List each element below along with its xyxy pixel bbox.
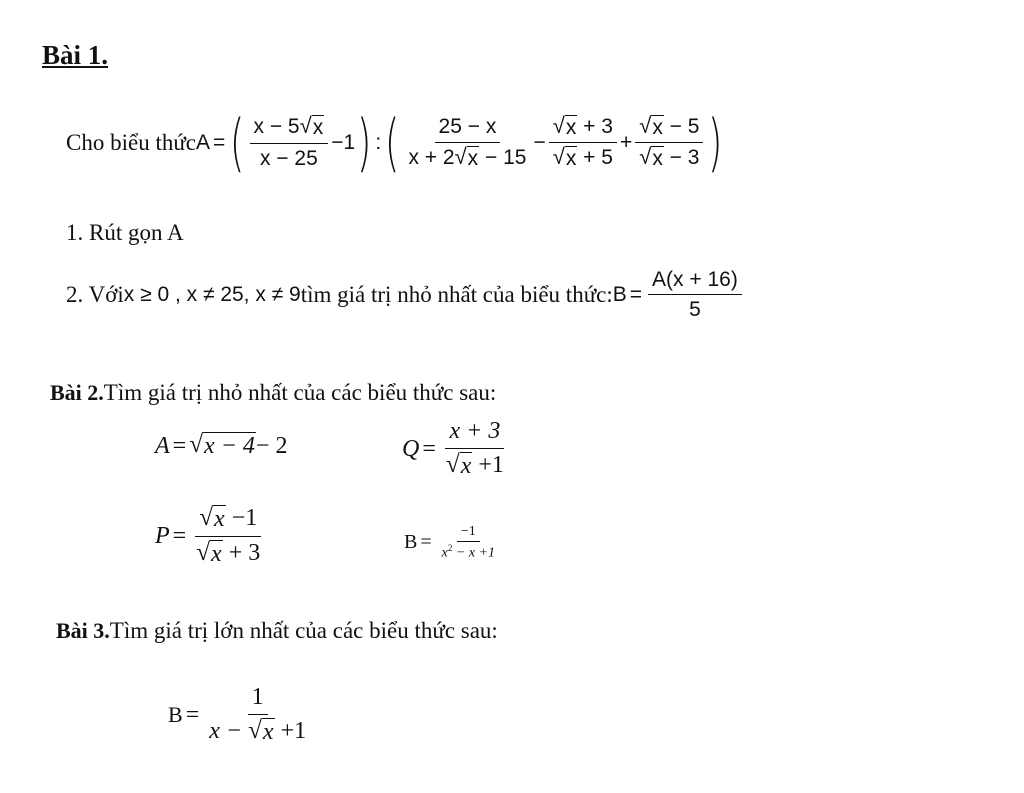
expr-A-rest: − 2 <box>255 432 288 459</box>
bai1-title: Bài 1. <box>42 40 109 70</box>
bai3-heading <box>56 618 498 644</box>
expr-B-den-c: − x +1 <box>452 545 495 561</box>
expr-Q-lhs: Q <box>402 435 420 462</box>
expr-B-lhs: B <box>404 531 418 554</box>
item2-B-den: 5 <box>689 298 701 322</box>
sqrt-icon: √ x <box>248 716 274 745</box>
colon-sign: : <box>375 131 382 154</box>
expr-B-num: −1 <box>457 524 480 542</box>
bai2-label: Bài 2. <box>50 380 104 405</box>
equals-sign: = <box>172 523 187 550</box>
minus-one: −1 <box>331 131 356 154</box>
equals-sign: = <box>629 283 643 307</box>
fraction-3 <box>549 112 617 171</box>
bai2-expr-P <box>155 505 267 569</box>
bai2-heading <box>50 380 496 406</box>
sqrt-icon: √ x <box>445 450 472 479</box>
expr-A-lhs: A <box>155 432 170 459</box>
bai3-label: Bài 3. <box>56 618 110 643</box>
fraction-4 <box>635 112 703 171</box>
sqrt-icon: √ x <box>299 113 324 140</box>
frac4-den-c: − 3 <box>663 146 700 170</box>
frac3-num-c: + 3 <box>577 114 613 138</box>
frac4-num-c: − 5 <box>663 114 700 138</box>
bai1-expression-line <box>66 106 725 179</box>
sqrt-icon: √ x <box>552 112 577 139</box>
expr-P-num-c: −1 <box>225 505 258 531</box>
expr-B-den-a: x <box>441 545 448 561</box>
equals-sign: = <box>213 131 226 154</box>
expr-A-label: A <box>196 131 211 154</box>
minus-sign: − <box>533 131 546 154</box>
frac1-den: x − 25 <box>259 146 318 170</box>
fraction-1 <box>250 115 329 170</box>
bai3-text: Tìm giá trị lớn nhất của các biểu thức sau: <box>109 618 498 643</box>
expr-P-fraction <box>192 505 264 569</box>
expr-Q-fraction <box>442 418 508 480</box>
frac3-den-c: + 5 <box>577 146 613 170</box>
bai2-expr-B <box>404 524 502 562</box>
frac2-den-c: − 15 <box>479 145 527 169</box>
equals-sign: = <box>172 432 187 459</box>
frac1-num-text: x − 5 <box>253 115 300 139</box>
left-paren-1: ( <box>230 106 245 179</box>
expr-B-exp: 2 <box>447 543 453 554</box>
right-paren-2: ) <box>708 106 723 179</box>
bai2-expr-Q <box>402 418 511 480</box>
bai3-B-lhs: B <box>168 702 183 728</box>
plus-sign: + <box>619 131 633 154</box>
equals-sign: = <box>422 435 436 462</box>
item2-B-fraction <box>648 268 742 322</box>
item2-prefix: 2. Với <box>66 282 124 308</box>
frac2-den-a: x + 2 <box>408 145 455 169</box>
frac2-num: 25 − x <box>435 115 501 142</box>
bai3-B-fraction <box>205 684 310 746</box>
bai3-expr-B <box>168 684 313 746</box>
expr-Q-den-c: +1 <box>472 451 504 478</box>
expr-P-den-c: + 3 <box>222 539 261 566</box>
sqrt-icon: √ x <box>454 143 479 170</box>
sqrt-icon: √ x − 4 <box>189 431 255 459</box>
bai2-text: Tìm giá trị nhỏ nhất của các biểu thức sau: <box>103 380 497 405</box>
bai2-expr-A <box>155 432 287 461</box>
bai1-item2 <box>66 268 745 322</box>
equals-sign: = <box>420 531 432 554</box>
equals-sign: = <box>185 701 200 728</box>
sqrt-icon: √ x <box>199 504 225 533</box>
bai3-B-num: 1 <box>248 684 268 715</box>
expr-Q-num: x + 3 <box>445 418 504 449</box>
item2-B-label: B <box>612 283 627 307</box>
fraction-2 <box>404 115 530 170</box>
item2-text: tìm giá trị nhỏ nhất của biểu thức: <box>300 282 613 308</box>
item2-condition: x ≥ 0 , x ≠ 25, x ≠ 9 <box>123 283 301 307</box>
bai3-B-den-c: +1 <box>274 717 307 744</box>
sqrt-icon: √ x <box>639 144 663 170</box>
expr-P-lhs: P <box>155 523 170 550</box>
sqrt-icon: √ x <box>196 538 222 567</box>
expr-B-fraction <box>438 524 499 562</box>
bai1-intro: Cho biểu thức <box>66 130 197 155</box>
left-paren-2: ( <box>385 106 400 179</box>
bai3-B-den-a: x − <box>209 717 249 744</box>
right-paren-1: ) <box>357 106 372 179</box>
bai1-item1: 1. Rút gọn A <box>66 220 184 245</box>
sqrt-icon: √ x <box>639 112 663 139</box>
sqrt-icon: √ x <box>552 144 577 170</box>
item2-B-num: A(x + 16) <box>648 268 742 295</box>
